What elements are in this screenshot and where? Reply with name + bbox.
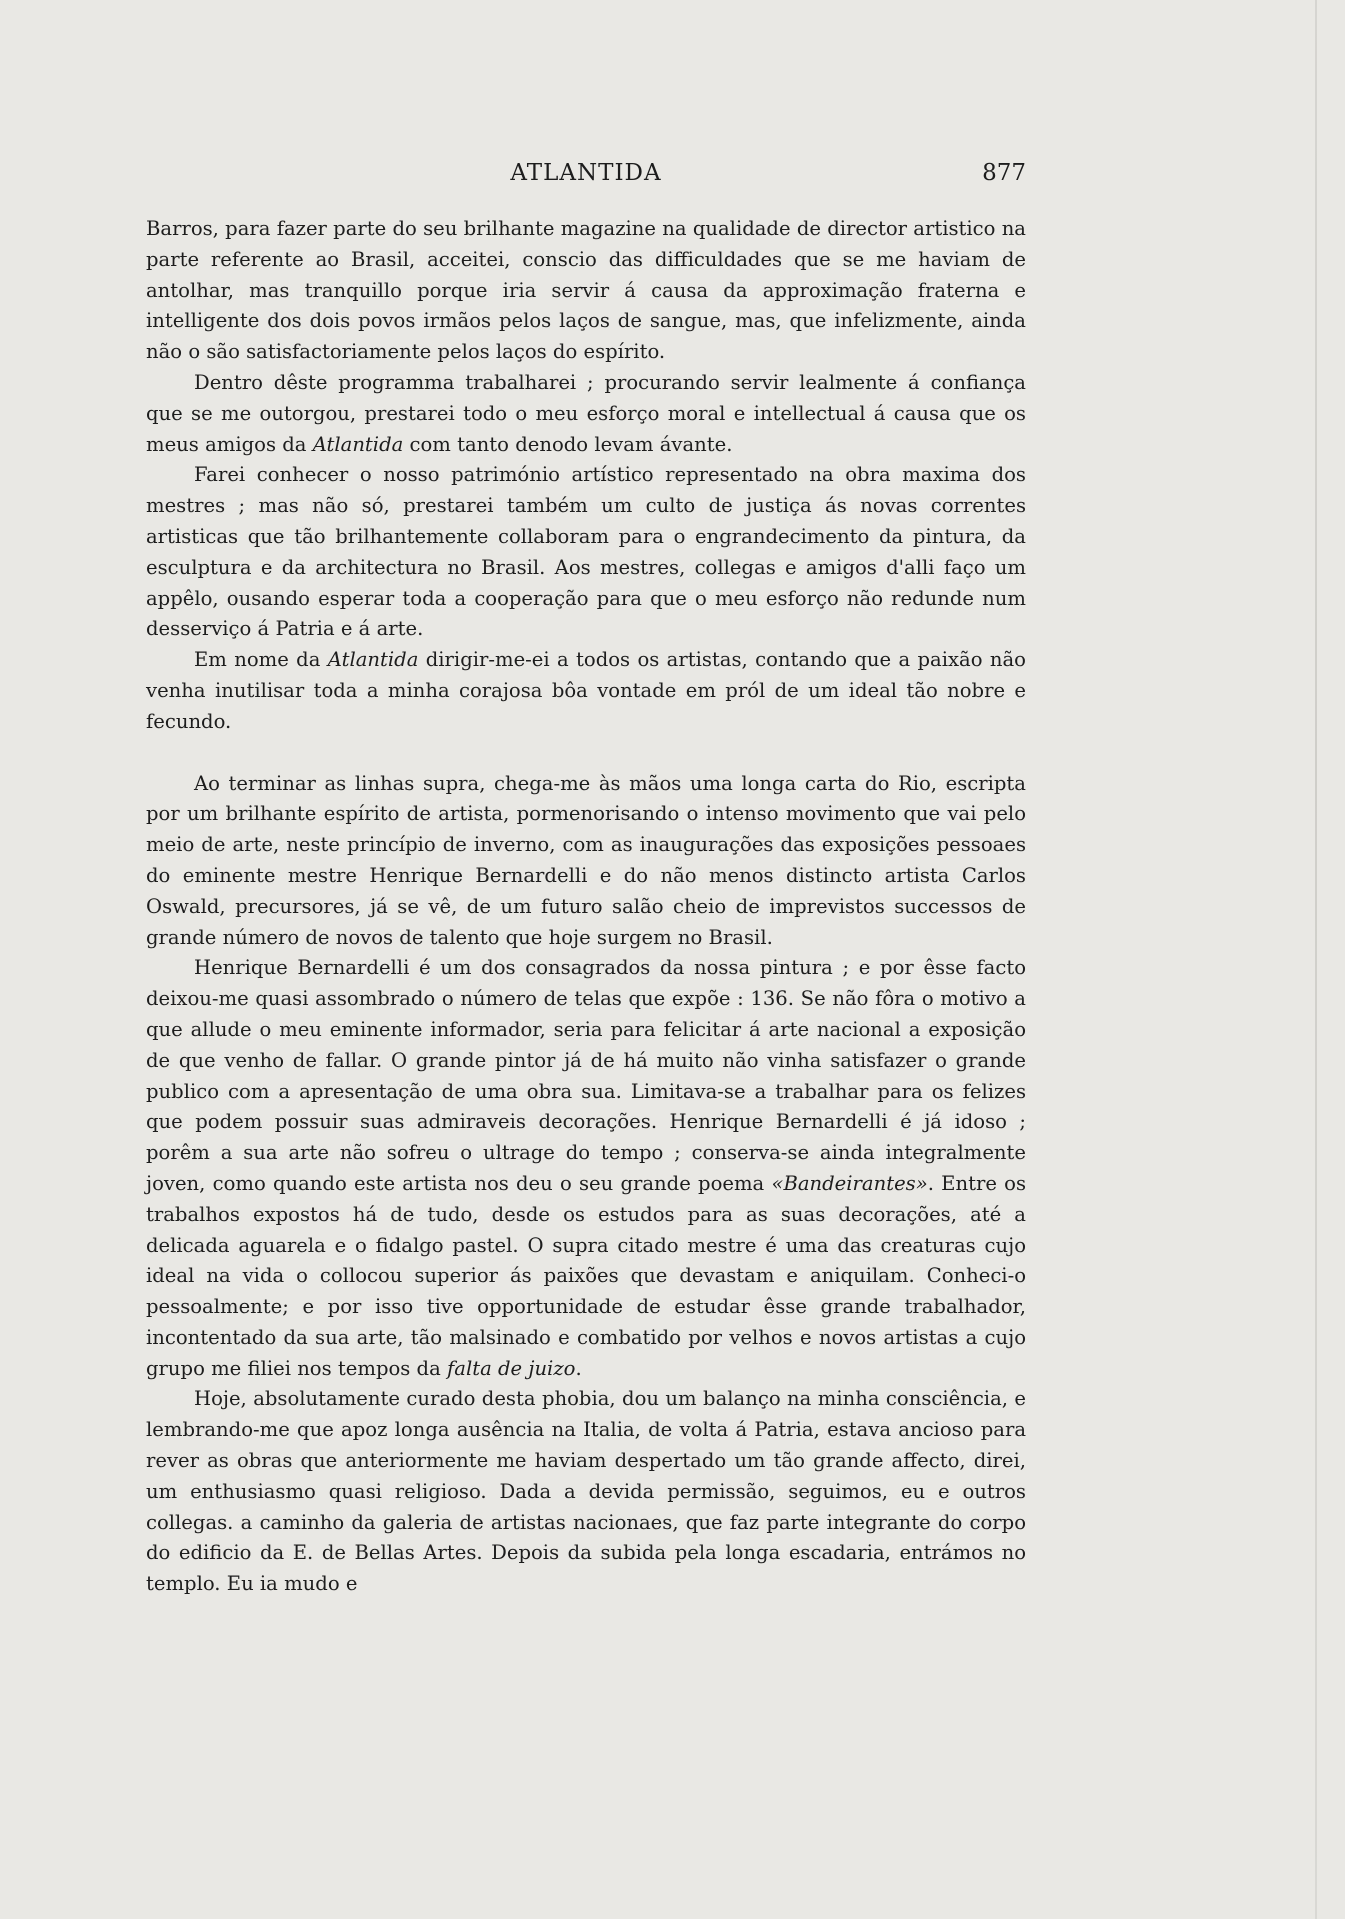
running-head — [146, 160, 1026, 200]
paragraph — [146, 214, 1026, 368]
text-run: . — [575, 1356, 582, 1380]
body-text — [146, 214, 1026, 1600]
scan-edge — [1315, 0, 1317, 1919]
paragraph — [146, 368, 1026, 460]
paragraph — [146, 645, 1026, 737]
journal-title: ATLANTIDA — [510, 160, 662, 186]
text-run: Henrique Bernardelli é um dos consagrados da nossa pintura ; e por êsse facto deixou-me quasi assombrado o número de telas que expõe : 136. Se não fôra o motivo a que allude o meu eminente informador, seria para felicitar á arte nacional a exposição de que venho de fallar. O grande pintor já de há muito não vinha satisfazer o grande publico com a apresentação de uma obra sua. Limitava-se a trabalhar para os felizes que podem possuir suas admiraveis decorações. Henrique Bernardelli é já idoso ; porêm a sua arte não sofreu o ultrage do tempo ; conserva-se ainda integralmente joven, como quando este artista nos deu o seu grande poema — [146, 956, 1026, 1195]
paragraph — [146, 953, 1026, 1384]
italic-text: Atlantida — [327, 648, 419, 672]
text-run: . Entre os trabalhos expostos há de tudo, desde os estudos para as suas decorações, até a delicada aguarela e o fidalgo pastel. O supra citado mestre é uma das creaturas cujo ideal na vida o collocou superior ás paixões que devastam e aniquilam. Conheci-o pessoalmente; e por isso tive opportunidade de estudar êsse grande trabalhador, incontentado da sua arte, tão malsinado e combatido por velhos e novos artistas a cujo grupo me filiei nos tempos da — [146, 1171, 1027, 1380]
text-run: Hoje, absolutamente curado desta phobia, dou um balanço na minha consciência, e lembrando-me que apoz longa ausência na Italia, de volta á Patria, estava ancioso para rever as obras que anteriormente me haviam despertado um tão grande affecto, direi, um enthusiasmo quasi religioso. Dada a devida permissão, seguimos, eu e outros collegas. a caminho da galeria de artistas nacionaes, que faz parte integrante do corpo do edificio da E. de Bellas Artes. Depois da subida pela longa escadaria, entrámos no templo. Eu ia mudo e — [146, 1387, 1026, 1596]
text-run: Barros, para fazer parte do seu brilhante magazine na qualidade de director artistico na parte referente ao Brasil, acceitei, conscio das difficuldades que se me haviam de antolhar, mas tranquillo porque iria servir á causa da approximação fraterna e intelligente dos dois povos irmãos pelos laços de sangue, mas, que infelizmente, ainda não o são satisfactoriamente pelos laços do espírito. — [146, 217, 1026, 364]
text-run: Ao terminar as linhas supra, chega-me às mãos uma longa carta do Rio, escripta por um brilhante espírito de artista, pormenorisando o intenso movimento que vai pelo meio de arte, neste princípio de inverno, com as inaugurações das exposições pessoaes do eminente mestre Henrique Bernardelli e do não menos distincto artista Carlos Oswald, precursores, já se vê, de um futuro salão cheio de imprevistos successos de grande número de novos de talento que hoje surgem no Brasil. — [146, 771, 1026, 949]
document-page — [146, 160, 1026, 1600]
text-run: com tanto denodo levam ávante. — [403, 432, 733, 456]
paragraph — [146, 460, 1026, 645]
text-run: Em nome da — [194, 648, 328, 672]
paragraph — [146, 1384, 1026, 1600]
italic-text: Atlantida — [312, 432, 404, 456]
paragraph — [146, 769, 1026, 954]
italic-text: falta de juizo — [447, 1356, 576, 1380]
italic-text: «Bandeirantes» — [771, 1171, 928, 1195]
text-run: Farei conhecer o nosso património artístico representado na obra maxima dos mestres ; mas não só, prestarei também um culto de justiça ás novas correntes artisticas que tão brilhantemente collaboram para o engrandecimento da pintura, da esculptura e da architectura no Brasil. Aos mestres, collegas e amigos d'alli faço um appêlo, ousando esperar toda a cooperação para que o meu esforço não redunde num desserviço á Patria e á arte. — [146, 463, 1026, 641]
text-run: dirigir-me-ei a todos os artistas, contando que a paixão não venha inutilisar toda a minha corajosa bôa vontade em pról de um ideal tão nobre e fecundo. — [146, 648, 1026, 733]
text-run: Dentro dêste programma trabalharei ; procurando servir lealmente á confiança que se me outorgou, prestarei todo o meu esforço moral e intellectual á causa que os meus amigos da — [146, 370, 1026, 456]
page-number: 877 — [982, 160, 1026, 186]
